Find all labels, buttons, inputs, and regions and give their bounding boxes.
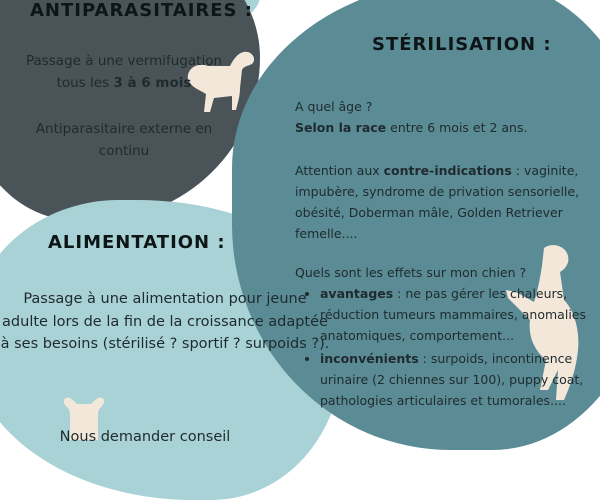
contra-list: : vaginite, impubère, syndrome de privation sensorielle, obésité, Doberman mâle, Golden Retriever femelle.... bbox=[295, 163, 580, 241]
conseil-text: Nous demander conseil bbox=[59, 429, 231, 445]
inconvenients-text: : surpoids, incontinence urinaire (2 chiennes sur 100), puppy coat, pathologies articulaires et tumorales.... bbox=[320, 351, 584, 408]
effets-question: Quels sont les effets sur mon chien ? bbox=[295, 265, 527, 280]
list-item bbox=[320, 348, 600, 411]
age-question: A quel âge ? bbox=[295, 99, 373, 114]
list-item bbox=[320, 283, 600, 346]
avantages-text: : ne pas gérer les chaleurs, réduction tumeurs mammaires, anomalies anatomiques, comportement... bbox=[320, 286, 586, 343]
contra-indications-text bbox=[295, 160, 595, 244]
effets-list bbox=[306, 283, 600, 413]
inconvenients-label: inconvénients bbox=[320, 351, 419, 366]
avantages-label: avantages bbox=[320, 286, 394, 301]
contra-label: contre-indications bbox=[383, 163, 512, 178]
alimentation-text: Passage à une alimentation pour jeune adulte lors de la fin de la croissance adaptée à ses besoins (stérilisé ? sportif ? surpoids ?). bbox=[0, 291, 330, 352]
contra-prefix: Attention aux bbox=[295, 163, 384, 178]
vermifugation-text bbox=[14, 50, 234, 94]
race-label: Selon la race bbox=[295, 120, 387, 135]
antiparasitaire-externe-text: Antiparasitaire externe en continu bbox=[35, 121, 213, 159]
antiparasitaires-heading: ANTIPARASITAIRES : bbox=[30, 0, 253, 21]
age-block bbox=[295, 96, 595, 138]
vermifugation-text-prefix: Passage à une vermifugation tous les bbox=[25, 53, 223, 91]
race-range: entre 6 mois et 2 ans. bbox=[386, 120, 528, 135]
alimentation-heading: ALIMENTATION : bbox=[48, 232, 226, 253]
sterilisation-heading: STÉRILISATION : bbox=[372, 34, 552, 55]
vermifugation-frequency: 3 à 6 mois bbox=[113, 75, 192, 91]
